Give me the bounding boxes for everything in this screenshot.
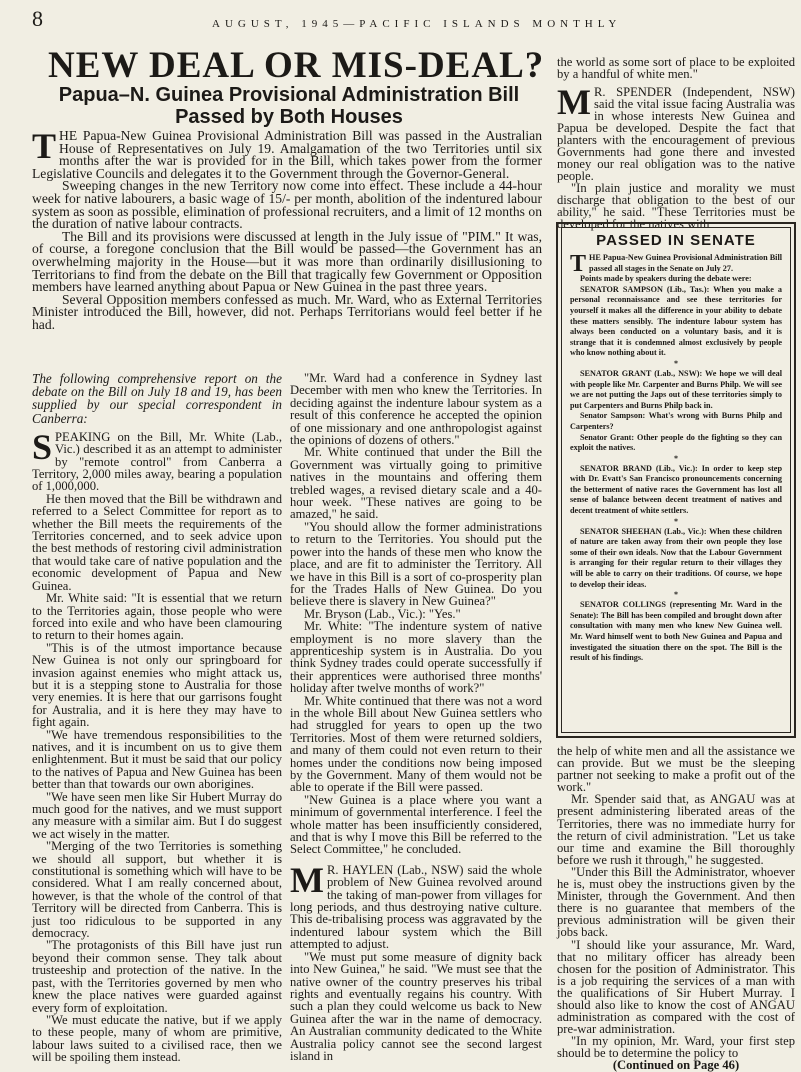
column-3-top xyxy=(557,56,795,230)
body-paragraph: Mr. White continued that there was not a word in the whole Bill about New Guinea settlers who had struggled for years to open up the two Territories. Most of them were returned soldiers, and many of them could not even return to their homes under the conditions now being imposed by the Government. Many of them would not be able to operate if the Bill were passed. xyxy=(290,693,542,795)
column-2 xyxy=(290,372,542,1062)
body-paragraph: "Merging of the two Territories is something we should all support, but whether it is constitutional is something which will have to be considered. What I am really concerned about, however, is that the whole of the control of that Territory will be directed from Canberra. This is just too ridiculous to be supported in any democracy. xyxy=(32,839,282,941)
body-paragraph: "In plain justice and morality we must discharge that obligation to the best of our ability," he said. "These Territories must be developed for the natives with xyxy=(557,181,795,231)
body-paragraph: He then moved that the Bill be withdrawn and referred to a Select Committee for report as to whether the Bill meets the requirements of the Territories concerned, and to seek advice upon the best methods of restoring civil administration that would take care of native population and the economic development of Papua and New Guinea. xyxy=(32,491,282,593)
lead-text: HE Papua-New Guinea Provisional Administration Bill was passed in the Australian House of Representatives on July 19. Amalgamation of the two Territories until six months after the war is provided for in the Bill, which takes power from the former Legislative Councils and delegates it to the Government through the Governor-General. xyxy=(32,128,542,181)
body-text: PEAKING on the Bill, Mr. White (Lab., Vic.) described it as an attempt to administer by "remote control" from Canberra a Territory, 2,000 miles away, bearing a population of 1,000,000. xyxy=(32,429,282,494)
sidebar-paragraph: SENATOR BRAND (Lib., Vic.): In order to keep step with Dr. Evatt's San Francisco pronouncements concerning the betterment of native races the Government has lost all sense of balance between decent treatment of natives and decent treatment of white settlers. xyxy=(570,463,782,516)
drop-cap: M xyxy=(290,859,324,900)
sidebar-paragraph: SENATOR GRANT (Lab., NSW): We hope we will deal with people like Mr. Carpenter and Burns Philp. We will see we are not putting the Japs out of these territories simply to put Carpenters and Burns Philp back in. xyxy=(570,368,782,410)
drop-cap: M xyxy=(557,82,591,122)
subheadline: Papua–N. Guinea Provisional Administration Bill Passed by Both Houses xyxy=(58,84,520,128)
page-number: 8 xyxy=(32,6,43,31)
continued-notice: (Continued on Page 46) xyxy=(612,1058,740,1072)
body-paragraph: Mr. White said: "It is essential that we return to the Territories again, those people who were forced into exile and who have been clamouring to return to their homes again. xyxy=(32,591,282,643)
ornament-divider: * xyxy=(674,590,678,600)
body-paragraph: "We have tremendous responsibilities to the natives, and it is incumbent on us to give them enlightenment. But it must be said that our policy to the natives of Papua and New Guinea has been better than that towards our own aborigines. xyxy=(32,727,282,792)
sidebar-text: HE Papua-New Guinea Provisional Administration Bill passed all stages in the Senate on July 27. xyxy=(589,253,782,273)
body-paragraph: "You should allow the former administrations to return to the Territories. You should put the power into the hands of these men who know the place, and are fit to administer the Territory. All we have in this Bill is a sort of co-prosperity plan for the Trades Halls of New Guinea. Do you believe there is slavery in New Guinea?" xyxy=(290,519,542,609)
drop-cap: T xyxy=(32,126,57,166)
correspondent-intro: The following comprehensive report on the debate on the Bill on July 18 and 19, has been supplied by our special correspondent in Canberra: xyxy=(32,371,282,426)
body-paragraph: the help of white men and all the assistance we can provide. But we must be the sleeping partner not seeking to make a profit out of the work." xyxy=(557,744,795,795)
body-paragraph: "We have seen men like Sir Hubert Murray do much good for the natives, and we must support any measure with a similar aim. But I do suggest we act wisely in the matter. xyxy=(32,789,282,841)
sidebar-title: PASSED IN SENATE xyxy=(596,232,756,249)
sidebar-paragraph: SENATOR COLLINGS (representing Mr. Ward in the Senate): The Bill has been compiled and brought down after consultation with many men who knew New Guinea well. Mr. Ward himself went to both New Guinea and Papua and investigated the situation there on the spot. The Bill is the result of his findings. xyxy=(570,600,782,663)
body-paragraph: "The protagonists of this Bill have just run beyond their common sense. They talk about trusteeship and protection of the native. In the past, with the Territories governed by men who knew the place natives were guarded against every form of exploitation. xyxy=(32,938,282,1015)
drop-cap: S xyxy=(32,426,53,467)
ornament-divider: * xyxy=(674,453,678,463)
body-paragraph: the world as some sort of place to be exploited by a handful of white men." xyxy=(557,55,795,81)
ornament-divider: * xyxy=(674,516,678,526)
lead-paragraph: The Bill and its provisions were discussed at length in the July issue of "PIM." It was, of course, a foregone conclusion that the Bill would be passed—the Government has an overwhelming majority in the House—but it was more than ordinarily disillusioning to Territorians to find from the debate on the Bill that tragically few Government or Opposition members have learned anything about Papua or New Guinea in the past three years. xyxy=(32,228,542,295)
sidebar-body xyxy=(570,253,782,664)
body-paragraph xyxy=(290,859,542,952)
body-paragraph: "I should like your assurance, Mr. Ward, that no military officer has already been chosen for the position of Administrator. This is a job requiring the services of a man with the qualifications of Sir Hubert Murray. I should also like to know the cost of ANGAU administration as compared with the cost of pre-war administration. xyxy=(557,937,795,1037)
senate-sidebar xyxy=(556,222,796,738)
sidebar-paragraph: SENATOR SAMPSON (Lib., Tas.): When you make a personal reconnaissance and see these territories for yourself it makes all the difference in your ability to debate these matters sensibly. The indenture labour system has always been conducted on a voluntary basis, and it is strange that it is condemned almost exclusively by people who know nothing about it. xyxy=(570,284,782,358)
body-paragraph: "We must educate the native, but if we apply to these people, many of whom are primitive, labour laws suited to a civilised race, then we will be spoiling them instead. xyxy=(32,1012,282,1065)
sidebar-paragraph: Senator Grant: Other people do the fighting so they can exploit the natives. xyxy=(570,432,782,453)
sidebar-paragraph: Senator Sampson: What's wrong with Burns Philp and Carpenters? xyxy=(570,411,782,431)
body-paragraph: "This is of the utmost importance because New Guinea is not only our springboard for invasion against enemies who might attack us, but it is a stepping stone to Australia for those very enemies. It is here that our garrisons fought for Australia, and it is here they may have to fight again. xyxy=(32,640,282,730)
body-paragraph: Mr. Spender said that, as ANGAU was at present administering liberated areas of the Territories, there was no immediate hurry for the return of civil administration. "Let us take our time and examine the Bill thoroughly before we rush it through," he suggested. xyxy=(557,792,795,867)
body-text: R. SPENDER (Independent, NSW) said the vital issue facing Australia was in whose interests New Guinea and Papua be developed. Despite the fact that planters with the encouragement of previous Governments had gone there and invested money our real obligation was to the native people. xyxy=(557,85,795,183)
lead-paragraph: Sweeping changes in the new Territory now come into effect. These include a 44-hour week for native labourers, a basic wage of 15/- per month, abolition of the indentured labour system as soon as possible, elimination of professional recruiters, and a limit of 12 months on the duration of native labour contracts. xyxy=(32,178,542,232)
sidebar-paragraph: SENATOR SHEEHAN (Lab., Vic.): When these children of nature are taken away from their own people they lose some of their own ideals. Now that the Labour Government is arranging for their regular return to their villages they will be able to carry on their traditions. Of course, we hope to develop their ideas. xyxy=(570,526,782,589)
body-paragraph: "In my opinion, Mr. Ward, your first step should be to determine the policy to xyxy=(557,1034,795,1061)
lead-paragraph xyxy=(32,126,542,181)
body-paragraph: Mr. Bryson (Lab., Vic.): "Yes." xyxy=(304,606,461,621)
lead-paragraph: Several Opposition members confessed as much. Mr. Ward, who as External Territories Minister introduced the Bill, however, did not. Perhaps Territorians would feel better if he had. xyxy=(32,291,542,332)
body-paragraph: Mr. White continued that under the Bill the Government was virtually going to primitive natives in the mountains and offering them trebled wages, a revised dietary scale and a 40-hour week. "These natives are going to be amazed," he said. xyxy=(290,445,542,522)
column-1 xyxy=(32,372,282,1064)
body-paragraph xyxy=(557,82,795,183)
body-paragraph: "We must put some measure of dignity back into New Guinea," he said. "We must see that the native owner of the country preserves his tribal rights and eventually regains his country. With such a plan they could welcome us back to New Guinea after the war in the name of democracy. An Australian community dedicated to the White Australia policy cannot see the second largest island in xyxy=(290,949,542,1063)
body-paragraph: Mr. White: "The indenture system of native employment is no more slavery than the apprenticeship system is in Australia. Do you think Sydney trades could operate successfully if their apprentices were authorised three months' holiday after twelve months of work?" xyxy=(290,619,542,696)
body-paragraph: "Under this Bill the Administrator, whoever he is, must obey the instructions given by the Minister, through the Government. And then there is no guarantee that members of the previous administration will be given their jobs back. xyxy=(557,864,795,940)
body-paragraph: "New Guinea is a place where you want a minimum of governmental interference. I feel the whole matter has been insufficiently considered, and that is why I move this Bill be referred to the Select Committee," he concluded. xyxy=(290,792,542,857)
sidebar-paragraph: Points made by speakers during the debate were: xyxy=(580,274,752,284)
body-paragraph: "Mr. Ward had a conference in Sydney last December with men who knew the Territories. In deciding against the indenture labour system as a result of this conference he accepted the opinion of one missionary and one anthropologist against the opinions of dozens of others." xyxy=(290,371,542,448)
body-text: R. HAYLEN (Lab., NSW) said the whole problem of New Guinea revolved around the taking of man-power from villages for long periods, and thus destroying native culture. This de-tribalising process was aggravated by the indentured labour system which the Bill attempted to adjust. xyxy=(290,862,542,952)
drop-cap: T xyxy=(570,251,587,277)
ornament-divider: * xyxy=(674,358,678,368)
headline: NEW DEAL OR MIS-DEAL? xyxy=(48,45,545,86)
lead-paragraphs xyxy=(32,126,542,332)
running-header: AUGUST, 1945—PACIFIC ISLANDS MONTHLY xyxy=(212,18,622,30)
column-3-bottom xyxy=(557,745,795,1072)
sidebar-paragraph xyxy=(570,251,782,277)
body-paragraph xyxy=(32,426,282,494)
